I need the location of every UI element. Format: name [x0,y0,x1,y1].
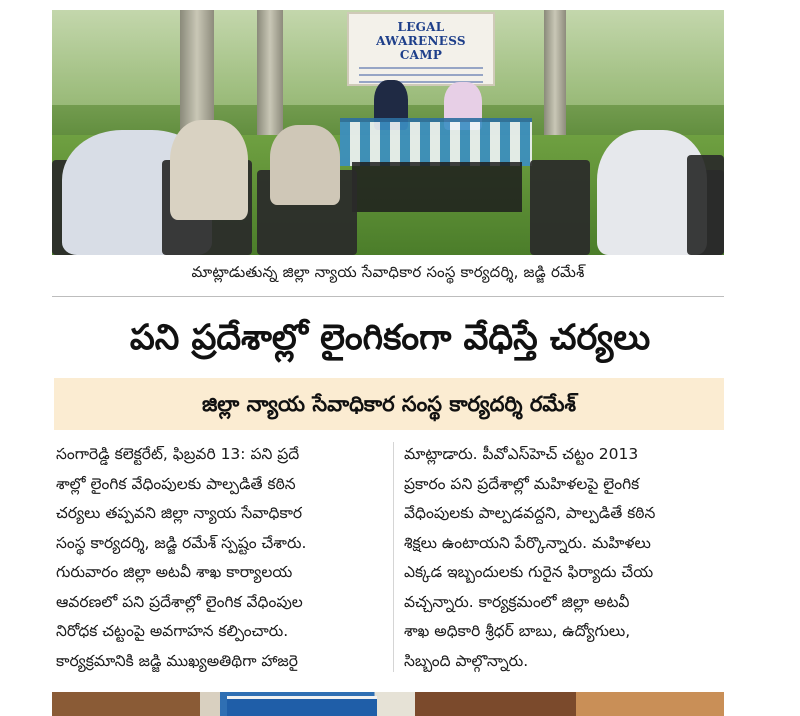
audience-member [270,125,340,205]
article-line: మాట్లాడారు. పీవోఎస్‌హెచ్ చట్టం 2013 [404,445,639,463]
audience-member [170,120,248,220]
chair [530,160,590,255]
photo-caption: మాట్లాడుతున్న జిల్లా న్యాయ సేవాధికార సంస్థ కార్యదర్శి, జడ్జి రమేశ్ [191,263,585,281]
article-line: వేధింపులకు పాల్పడవద్దని, పాల్పడితే కఠిన [404,504,656,522]
article-line: సిబ్బంది పాల్గొన్నారు. [404,651,529,670]
article-line: గురువారం జిల్లా అటవీ శాఖ కార్యాలయ [56,563,293,581]
article-line: ఆవరణలో పని ప్రదేశాల్లో లైంగిక వేధింపుల [56,592,303,611]
article-line: సంస్థ కార్యదర్శి, జడ్జి రమేశ్ స్పష్టం చేశారు. [56,533,307,552]
next-photo-banner [227,696,377,716]
article-column-left [56,440,386,676]
column-divider [393,442,394,672]
event-banner [347,12,495,86]
article-line: చర్యలు తప్పవని జిల్లా న్యాయ సేవాధికార [56,504,303,522]
chair [687,155,724,255]
subheadline: జిల్లా న్యాయ సేవాధికార సంస్థ కార్యదర్శి రమేశ్ [201,392,577,416]
event-banner-title: LEGAL AWARENESS CAMP [376,20,466,62]
article-column-right [404,440,724,676]
article-line: శాఖ అధికారి శ్రీధర్ బాబు, ఉద్యోగులు, [404,622,631,640]
head-table-base [352,162,522,212]
article-line: శిక్షలు ఉంటాయని పేర్కొన్నారు. మహిళలు [404,533,651,552]
article-line: కార్యక్రమానికి జడ్జి ముఖ్యఅతిథిగా హాజరై [56,651,298,670]
article-line: శాల్లో లైంగిక వేధింపులకు పాల్పడితే కఠిన [56,474,296,493]
head-table [340,118,532,166]
news-photo [52,10,724,255]
article-line: ప్రకారం పని ప్రదేశాల్లో మహిళలపై లైంగిక [404,474,640,493]
caption-divider [52,296,724,297]
photo-tree-trunk [544,10,566,140]
article-line: సంగారెడ్డి కలెక్టరేట్, ఫిబ్రవరి 13: పని ప్రదే [56,445,300,463]
article-line: వచ్చన్నారు. కార్యక్రమంలో జిల్లా అటవీ [404,592,630,611]
headline: పని ప్రదేశాల్లో లైంగికంగా వేధిస్తే చర్యలు [129,318,651,358]
article-line: ఎక్కడ ఇబ్బందులకు గురైన ఫిర్యాదు చేయ [404,563,654,581]
next-article-photo-strip [52,692,724,716]
article-line: నిరోధక చట్టంపై అవగాహన కల్పించారు. [56,622,289,640]
photo-tree-trunk [257,10,283,140]
